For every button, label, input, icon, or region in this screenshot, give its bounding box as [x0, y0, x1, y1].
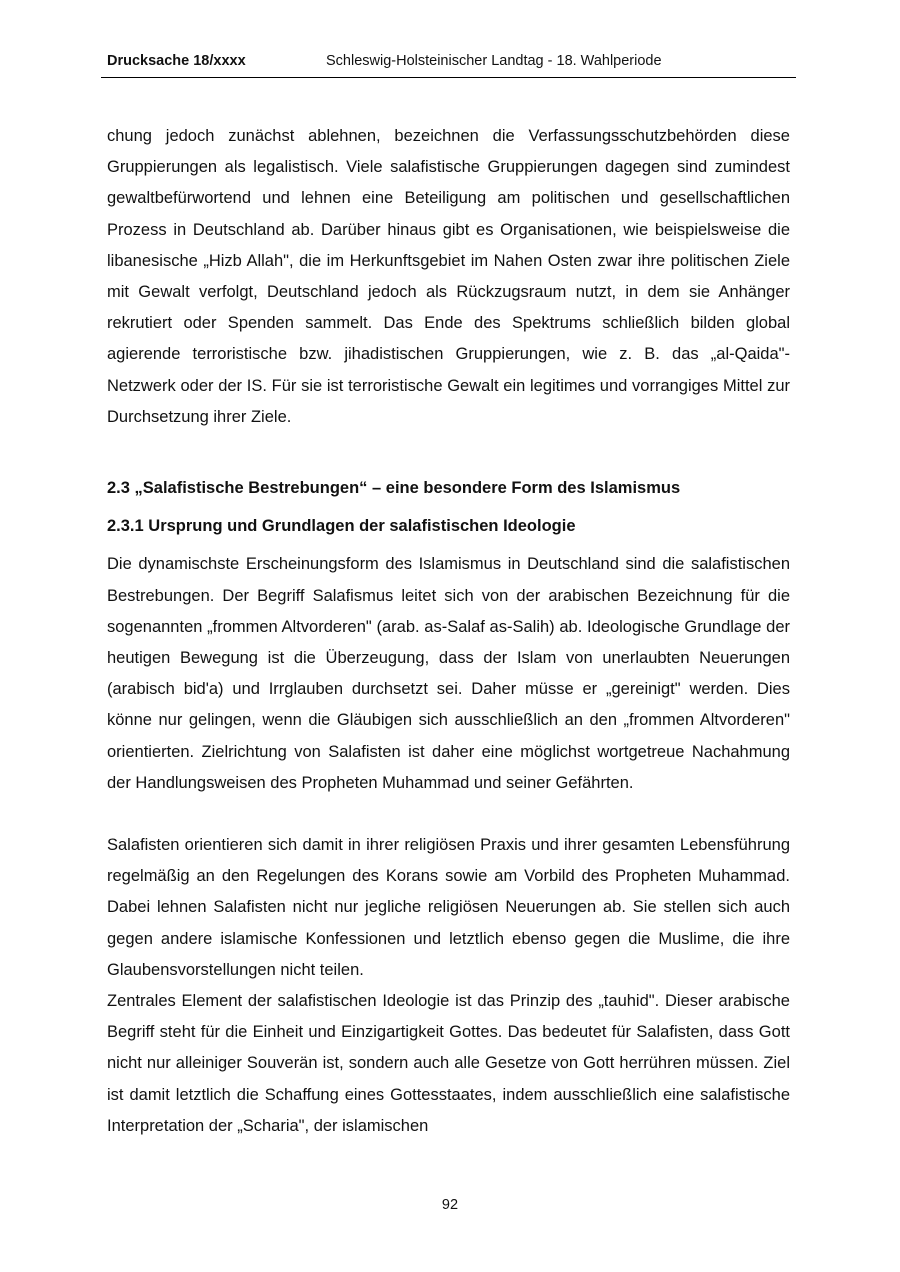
section-heading-2-3: 2.3 „Salafistische Bestrebungen“ – eine besondere Form des Islamismus	[107, 479, 681, 498]
paragraph-intro: chung jedoch zunächst ablehnen, bezeichnen die Verfassungsschutzbehörden diese Gruppierungen als legalistisch. Viele salafistische Gruppierungen dagegen sind zumindest gewaltbefürwortend und lehnen eine Beteiligung am politischen und gesellschaftlichen Prozess in Deutschland ab. Darüber hinaus gibt es Organisationen, wie beispielsweise die libanesische „Hizb Allah", die im Herkunftsgebiet im Nahen Osten zwar ihre politischen Ziele mit Gewalt verfolgt, Deutschland jedoch als Rückzugsraum nutzt, in dem sie Anhänger rekrutiert oder Spenden sammelt. Das Ende des Spektrums schließlich bilden global agierende terroristische bzw. jihadistischen Gruppierungen, wie z. B. das „al-Qaida"-Netzwerk oder der IS. Für sie ist terroristische Gewalt ein legitimes und vorrangiges Mittel zur Durchsetzung ihrer Ziele.	[107, 127, 790, 426]
page-header	[101, 50, 796, 78]
paragraph-salafist-practice: Salafisten orientieren sich damit in ihrer religiösen Praxis und ihrer gesamten Lebensführung regelmäßig an den Regelungen des Korans sowie am Vorbild des Propheten Muhammad. Dabei lehnen Salafisten nicht nur jegliche religiösen Neuerungen ab. Sie stellen sich auch gegen andere islamische Konfessionen und letztlich ebenso gegen die Muslime, die ihre Glaubensvorstellungen nicht teilen.	[107, 836, 790, 979]
parliament-title: Schleswig-Holsteinischer Landtag - 18. Wahlperiode	[326, 53, 662, 69]
page-body	[107, 121, 790, 1142]
subsection-heading-2-3-1: 2.3.1 Ursprung und Grundlagen der salafistischen Ideologie	[107, 517, 576, 536]
page-number: 92	[441, 1197, 459, 1213]
document-number: Drucksache 18/xxxx	[107, 53, 246, 69]
paragraph-tauhid: Zentrales Element der salafistischen Ideologie ist das Prinzip des „tauhid". Dieser arabische Begriff steht für die Einheit und Einzigartigkeit Gottes. Das bedeutet für Salafisten, dass Gott nicht nur alleiniger Souverän ist, sondern auch alle Gesetze von Gott herrühren müssen. Ziel ist damit letztlich die Schaffung eines Gottesstaates, indem ausschließlich eine salafistische Interpretation der „Scharia", der islamischen	[107, 992, 790, 1135]
paragraph-salafism-origin: Die dynamischste Erscheinungsform des Islamismus in Deutschland sind die salafistischen Bestrebungen. Der Begriff Salafismus leitet sich von der arabischen Bezeichnung für die sogenannten „frommen Altvorderen" (arab. as-Salaf as-Salih) ab. Ideologische Grundlage der heutigen Bewegung ist die Überzeugung, dass der Islam von unerlaubten Neuerungen (arabisch bid'a) und Irrglauben durchsetzt sei. Daher müsse er „gereinigt" werden. Dies könne nur gelingen, wenn die Gläubigen sich ausschließlich an den „frommen Altvorderen" orientierten. Zielrichtung von Salafisten ist daher eine möglichst wortgetreue Nachahmung der Handlungsweisen des Propheten Muhammad und seiner Gefährten.	[107, 555, 790, 792]
